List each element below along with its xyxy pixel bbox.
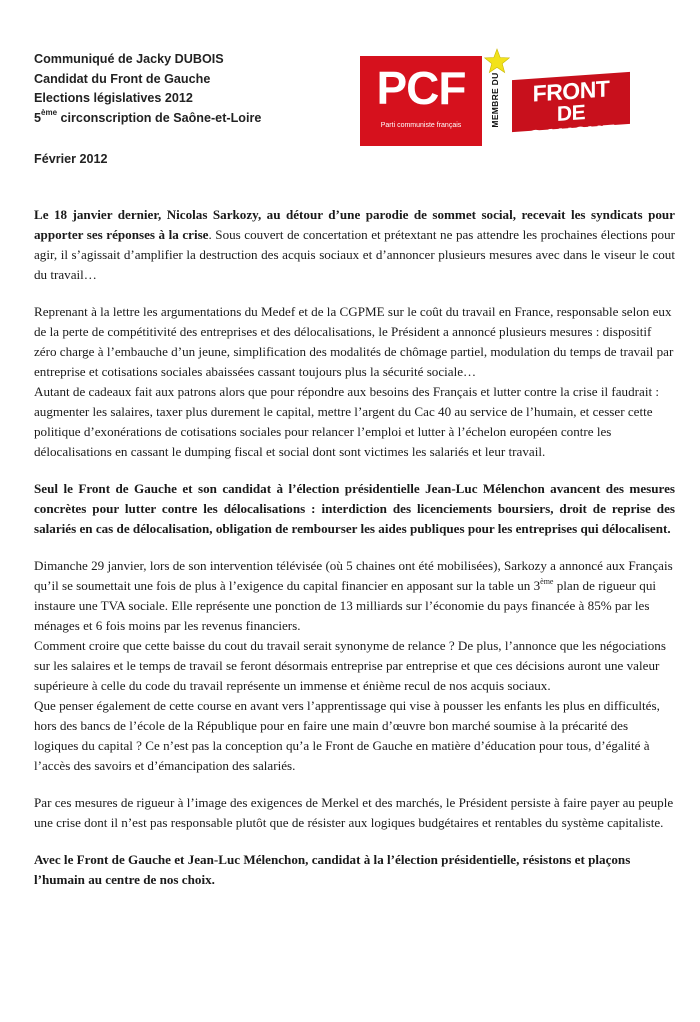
paragraph-1-bold: Le 18 janvier dernier, Nicolas Sarkozy, au détour d’une parodie de sommet social, recevait les syndicats pour apporter ses réponses à la crise	[34, 207, 675, 242]
paragraph-2: Reprenant à la lettre les argumentations du Medef et de la CGPME sur le coût du travail en France, responsable selon eux de la perte de compétitivité des entreprises et des délocalisations, le Président a annoncé plusieurs mesures : dispositif zéro charge à l’embauche d’un jeune, simplification des modalités de chômage partiel, modulation du temps de travail par entreprise et cotisations sociales abaissées cassant toujours plus la sécurité sociale…	[34, 304, 674, 379]
constituency-ordinal: ème	[41, 108, 58, 118]
paragraph-1-rest: . Sous couvert de concertation et prétextant ne pas attendre les prochaines élections pour agir, il s’agissait d’amplifier la destruction des acquis sociaux et d’annoncer plusieurs mesures avec dans le viseur le cout du travail…	[34, 227, 675, 282]
constituency-number: 5	[34, 110, 42, 125]
communique-header	[34, 50, 261, 128]
constituency-line	[34, 109, 261, 129]
star-icon	[484, 48, 510, 74]
paragraph-6: Comment croire que cette baisse du cout du travail serait synonyme de relance ? De plus, l’annonce que les négociations sur les salaires et le temps de travail se feront désormais entreprise par entreprise et que ces décisions auront une valeur supérieure à celle du code du travail représente un immense et énième recul de nos acquis sociaux.	[34, 638, 666, 693]
paragraph-5: Dimanche 29 janvier, lors de son intervention télévisée (où 5 chaines ont été mobilisées), Sarkozy a annoncé aux Français qu’il se soumettait une fois de plus à l’exigence du capital financier en apposant sur la table un 3ème plan de rigueur qui instaure une TVA sociale. Elle représente une ponction de 13 milliards sur l’économie du pays financée à 85% par les ménages et 6 fois moins par les revenus financiers.	[34, 558, 673, 633]
paragraph-8: Par ces mesures de rigueur à l’image des exigences de Merkel et des marchés, le Président persiste à faire payer au peuple une crise dont il n’est pas responsable plutôt que de résister aux logiques budgétaires et rentables du système capitaliste.	[34, 795, 674, 830]
document-date: Février 2012	[34, 152, 108, 166]
paragraph-7: Que penser également de cette course en avant vers l’apprentissage qui vise à pousser les enfants les plus en difficultés, hors des bancs de l’école de la République pour en faire une main d’œuvre bon marché soumise à la précarité des logiques du capital ? Ce n’est pas la conception qu’a le Front de Gauche en matière d’éducation pour tous, d’égalité à l’accès des savoirs et d’émancipation des salariés.	[34, 698, 660, 773]
constituency-name: circonscription de Saône-et-Loire	[57, 110, 262, 125]
pcf-logo-title: PCF	[376, 62, 466, 114]
paragraph-1	[34, 205, 675, 285]
party-logos	[360, 50, 670, 150]
fdg-logo-line1: FRONT	[532, 75, 610, 107]
election-line: Elections législatives 2012	[34, 91, 193, 105]
candidate-line: Candidat du Front de Gauche	[34, 71, 211, 86]
pcf-logo	[360, 56, 482, 146]
paragraph-3: Autant de cadeaux fait aux patrons alors que pour répondre aux besoins des Français et lutter contre la crise il faudrait : augmenter les salaires, taxer plus durement le capital, mettre l’argent du Cac 40 au service de l’humain, et cesser cette politique d’exonérations de cotisations sociales pour relancer l’emploi et lutter à l’échelon européen contre les délocalisations en cassant le dumping fiscal et social dont sont victimes les salariés et leur travail.	[34, 384, 660, 459]
pcf-logo-subtitle: Parti communiste français	[380, 122, 462, 129]
front-de-gauche-logo	[512, 72, 630, 151]
communique-body	[34, 205, 675, 907]
author-line: Communiqué de Jacky DUBOIS	[34, 52, 224, 66]
paragraph-9: Avec le Front de Gauche et Jean-Luc Mélenchon, candidat à la l’élection présidentielle, résistons et plaçons l’humain au centre de nos choix.	[34, 852, 631, 887]
fdg-logo-line2: DE GAUCHE	[526, 101, 615, 151]
paragraph-4: Seul le Front de Gauche et son candidat à l’élection présidentielle Jean-Luc Mélenchon avancent des mesures concrètes pour lutter contre les délocalisations : interdiction des licenciements boursiers, droit de reprise des salariés en cas de délocalisation, obligation de rembourser les aides publiques pour les entreprises qui délocalisent.	[34, 481, 675, 536]
membre-du-label: MEMBRE DU	[490, 72, 500, 128]
